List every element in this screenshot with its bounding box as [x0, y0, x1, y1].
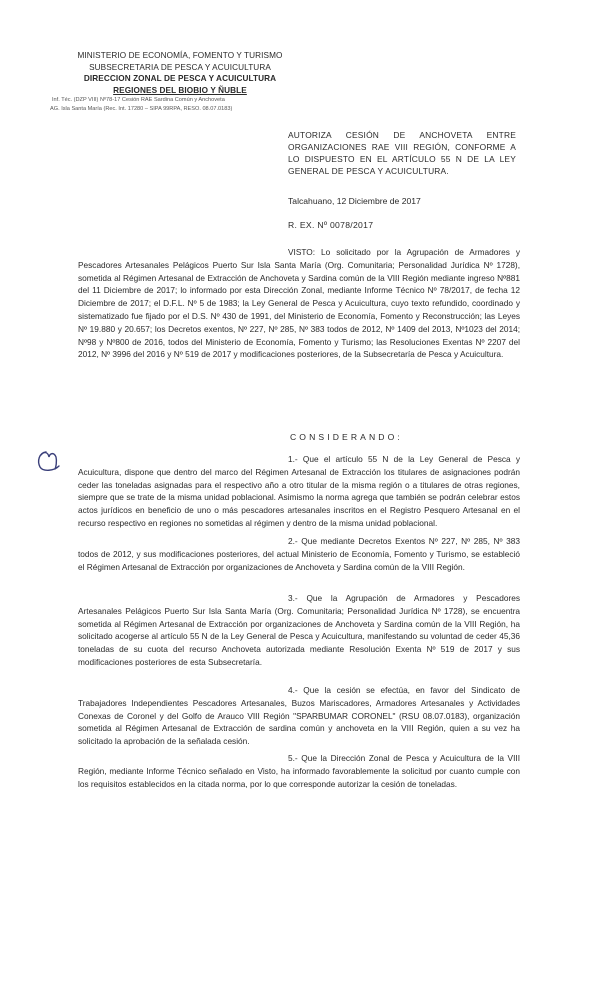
letterhead [50, 50, 300, 114]
subsecretaria-line: SUBSECRETARIA DE PESCA Y ACUICULTURA [89, 62, 271, 72]
considerando-heading: CONSIDERANDO: [290, 432, 403, 442]
resolution-date: Talcahuano, 12 Diciembre de 2017 [288, 196, 421, 206]
considerando-paragraph-5: 5.- Que la Dirección Zonal de Pesca y Acuicultura de la VIII Región, mediante Informe Técnico señalado en Visto, ha informado favorablemente la solicitud por cuanto cumple con los requisitos establecidos en la citada norma, por lo que corresponde autorizar la cesión de toneladas. [78, 753, 520, 789]
resolution-subject: AUTORIZA CESIÓN DE ANCHOVETA ENTRE ORGANIZACIONES RAE VIII REGIÓN, CONFORME A LO DISPUESTO EN EL ARTÍCULO 55 N DE LA LEY GENERAL DE PESCA Y ACUICULTURA. [288, 130, 516, 176]
considerando-paragraph-1: 1.- Que el artículo 55 N de la Ley General de Pesca y Acuicultura, dispone que dentro del marco del Régimen Artesanal de Extracción los titulares de asignaciones podrán ceder las toneladas asignadas para el respectivo año a otro titular de la misma región o a titulares de otras regiones, siempre que se trate de la misma unidad poblacional. Asimismo la norma agrega que también se podrán celebrar estos actos jurídicos en beneficio de uno o más pescadores artesanales inscritos en el Registro Pesquero Artesanal en el recurso respectivo en regiones no sometidas al régimen y dentro de la misma unidad poblacional. [78, 454, 520, 528]
considerando-paragraph-2: 2.- Que mediante Decretos Exentos Nº 227, Nº 285, Nº 383 todos de 2012, y sus modificaciones posteriores, del actual Ministerio de Economía, Fomento y Turismo, se estableció el Régimen Artesanal de Extracción por organizaciones de Anchoveta y Sardina común de la VIII Región. [78, 536, 520, 572]
reference-line-2: AG. Isla Santa María (Rec. Int. 17280 – SIPA 99RPA, RESO. 08.07.0183) [50, 106, 233, 112]
direccion-zonal-line: DIRECCION ZONAL DE PESCA Y ACUICULTURA [83, 74, 277, 83]
regiones-line: REGIONES DEL BIOBIO Y ÑUBLE [113, 85, 247, 95]
handwritten-mark [34, 449, 66, 473]
reference-line-1: Inf. Téc. (DZP VIII) Nº78-17 Cesión RAE Sardina Común y Anchoveta [52, 97, 225, 103]
resolution-number: R. EX. Nº 0078/2017 [288, 220, 374, 230]
visto-paragraph: VISTO: Lo solicitado por la Agrupación de Armadores y Pescadores Artesanales Pelágicos Puerto Sur Isla Santa María (Org. Comunitaria; Personalidad Jurídica Nº 1728), sometida al Régimen Artesanal de Extracción de Anchoveta y Sardina común de la VIII Región mediante ingreso Nº881 del 11 Diciembre de 2017; lo informado por esta Dirección Zonal, mediante Informe Técnico Nº 78/2017, de fecha 12 Diciembre de 2017; el D.F.L. Nº 5 de 1983; la Ley General de Pesca y Acuicultura, cuyo texto refundido, coordinado y sistematizado fue fijado por el D.S. Nº 430 de 1991, del Ministerio de Economía, Fomento y Reconstrucción; las Leyes Nº 19.880 y 20.657; los Decretos exentos, Nº 227, Nº 285, Nº 383 todos de 2012, Nº 1409 del 2013, Nº1023 del 2014; Nº98 y Nº800 de 2016, todos del Ministerio de Economía, Fomento y Turismo; las Resoluciones Exentas Nº 2207 del 2012, Nº 3996 del 2016 y Nº 519 de 2017 y modificaciones posteriores, de la Subsecretaría de Pesca y Acuicultura. [78, 247, 520, 360]
considerando-paragraph-3: 3.- Que la Agrupación de Armadores y Pescadores Artesanales Pelágicos Puerto Sur Isla Santa María (Org. Comunitaria; Personalidad Jurídica Nº 1728), se encuentra sometida al Régimen Artesanal de Extracción por organizaciones de Anchoveta y Sardina común de la VIII Región, ha solicitado acogerse al artículo 55 N de la Ley General de Pesca y Acuicultura, manifestando su voluntad de ceder 45,36 toneladas de su cuota del recurso Anchoveta autorizada mediante Resolución Exenta Nº 519 de 2017 y sus modificaciones posteriores de esta Subsecretaría. [78, 593, 520, 667]
ministry-line: MINISTERIO DE ECONOMÍA, FOMENTO Y TURISMO [77, 51, 283, 60]
considerando-paragraph-4: 4.- Que la cesión se efectúa, en favor del Sindicato de Trabajadores Independientes Pescadores Artesanales, Buzos Mariscadores, Armadores Artesanales y Actividades Conexas de Coronel y del Golfo de Arauco VIII Región "SPARBUMAR CORONEL" (RSU 08.07.0183), organización sometida al Régimen Artesanal de Extracción de sardina común y anchoveta en la VIII Región, quien a su vez ha solicitado la aprobación de la señalada cesión. [78, 685, 520, 747]
